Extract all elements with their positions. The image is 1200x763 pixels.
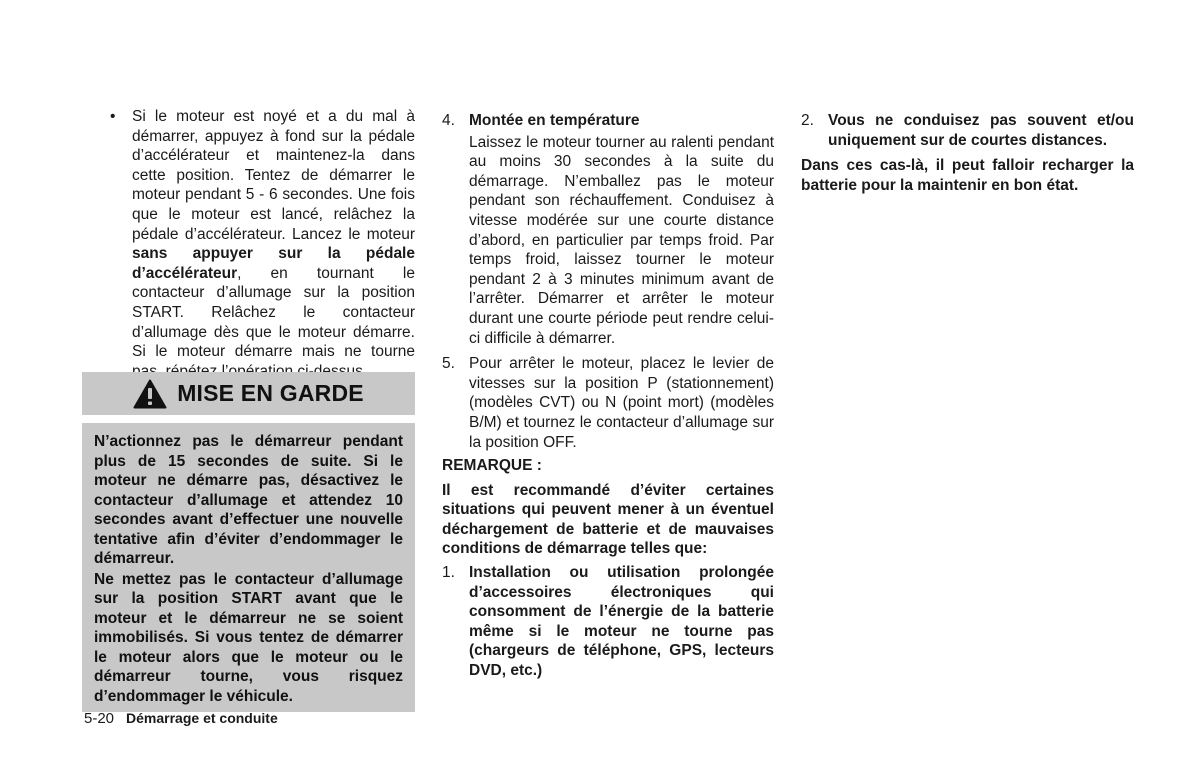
step-4-number: 4. [442, 112, 455, 129]
remark-text: Il est recommandé d’éviter certaines situations qui peuvent mener à un éventuel déchargement de batterie et de mauvaises conditions de démarrage telles que: [442, 481, 774, 558]
step-5-text: Pour arrêter le moteur, placez le levier de vitesses sur la position P (stationnement) (modèles CVT) ou N (point mort) (modèles B/M) et tournez le contacteur d’allumage sur la position OFF. [469, 355, 774, 451]
warning-body [82, 423, 415, 712]
bullet-text-part2: , en tournant le contacteur d’allumage sur la position START. Relâchez le contacteur d’allumage dès que le moteur démarre. Si le moteur démarre mais ne tourne [132, 264, 415, 361]
list-item-2-number: 2. [801, 112, 814, 129]
page-footer [84, 710, 278, 727]
step-5 [442, 354, 774, 452]
column-middle [442, 111, 774, 685]
column-right [801, 111, 1134, 199]
bullet-mark: • [110, 108, 116, 125]
warning-paragraph-2: Ne mettez pas le contacteur d’allumage sur la position START avant que le moteur et le démarreur ne se soient immobilisés. Si vous tentez de démarrer le moteur alors que le moteur ou le démarreur tourne, vous risquez d’endommager le véhicule. [94, 570, 403, 705]
step-4 [442, 111, 774, 348]
warning-paragraph-1: N’actionnez pas le démarreur pendant plus de 15 secondes de suite. Si le moteur ne démarre pas, désactivez le contacteur d’allumage et attendez 10 secondes avant d’effectuer une nouvelle tentative afin d’éviter d’endommager le démarreur. [94, 433, 403, 567]
column-left [110, 107, 415, 381]
list-item-2 [801, 111, 1134, 150]
remark-label: REMARQUE : [442, 457, 542, 475]
list-item-1-text: Installation ou utilisation prolongée d’accessoires électroniques qui consomment de l’énergie de la batterie même si le moteur ne tourne pas (chargeurs de téléphone, GPS, lecteurs DVD, etc.) [469, 564, 774, 680]
bullet-text-part1: Si le moteur est noyé et a du mal à démarrer, appuyez à fond sur la pédale d’accélérateur et maintenez-la dans cette position. Tentez de démarrer le moteur pendant 5 - 6 secondes. Une fois que le moteur est lancé, relâchez la pédale d’accélérateur. Lancez le moteur [132, 108, 415, 243]
page-number: 5-20 [84, 710, 115, 727]
list-item-1 [442, 563, 774, 681]
list-item-2-text: Vous ne conduisez pas souvent et/ou uniquement sur de courtes distances. [828, 112, 1134, 149]
bullet-bold-text: sans appuyer sur la pédale d’accélérateur [132, 245, 415, 282]
list-item-1-number: 1. [442, 564, 455, 582]
warning-title: MISE EN GARDE [177, 380, 364, 406]
conclusion-text: Dans ces cas-là, il peut falloir recharger la batterie pour la maintenir en bon état. [801, 157, 1134, 194]
bullet-item [110, 107, 415, 381]
section-title: Démarrage et conduite [126, 710, 278, 726]
warning-header [82, 372, 415, 415]
step-4-body [469, 111, 774, 348]
bullet-text [132, 107, 415, 381]
warning-triangle-icon [133, 379, 167, 409]
step-4-text: Laissez le moteur tourner au ralenti pendant au moins 30 secondes à la suite du démarrage. N’emballez pas le moteur pendant son réchauffement. Conduisez à vitesse modérée sur une courte distance d’abord, en particulier par temps froid. Par temps froid, laissez tourner le moteur pendant 2 à 3 minutes minimum avant de l’arrêter. Démarrer et arrêter le moteur durant une courte période peut rendre celui-ci difficile à démarrer. [469, 133, 774, 347]
step-5-number: 5. [442, 355, 455, 373]
step-4-title: Montée en température [469, 112, 640, 129]
